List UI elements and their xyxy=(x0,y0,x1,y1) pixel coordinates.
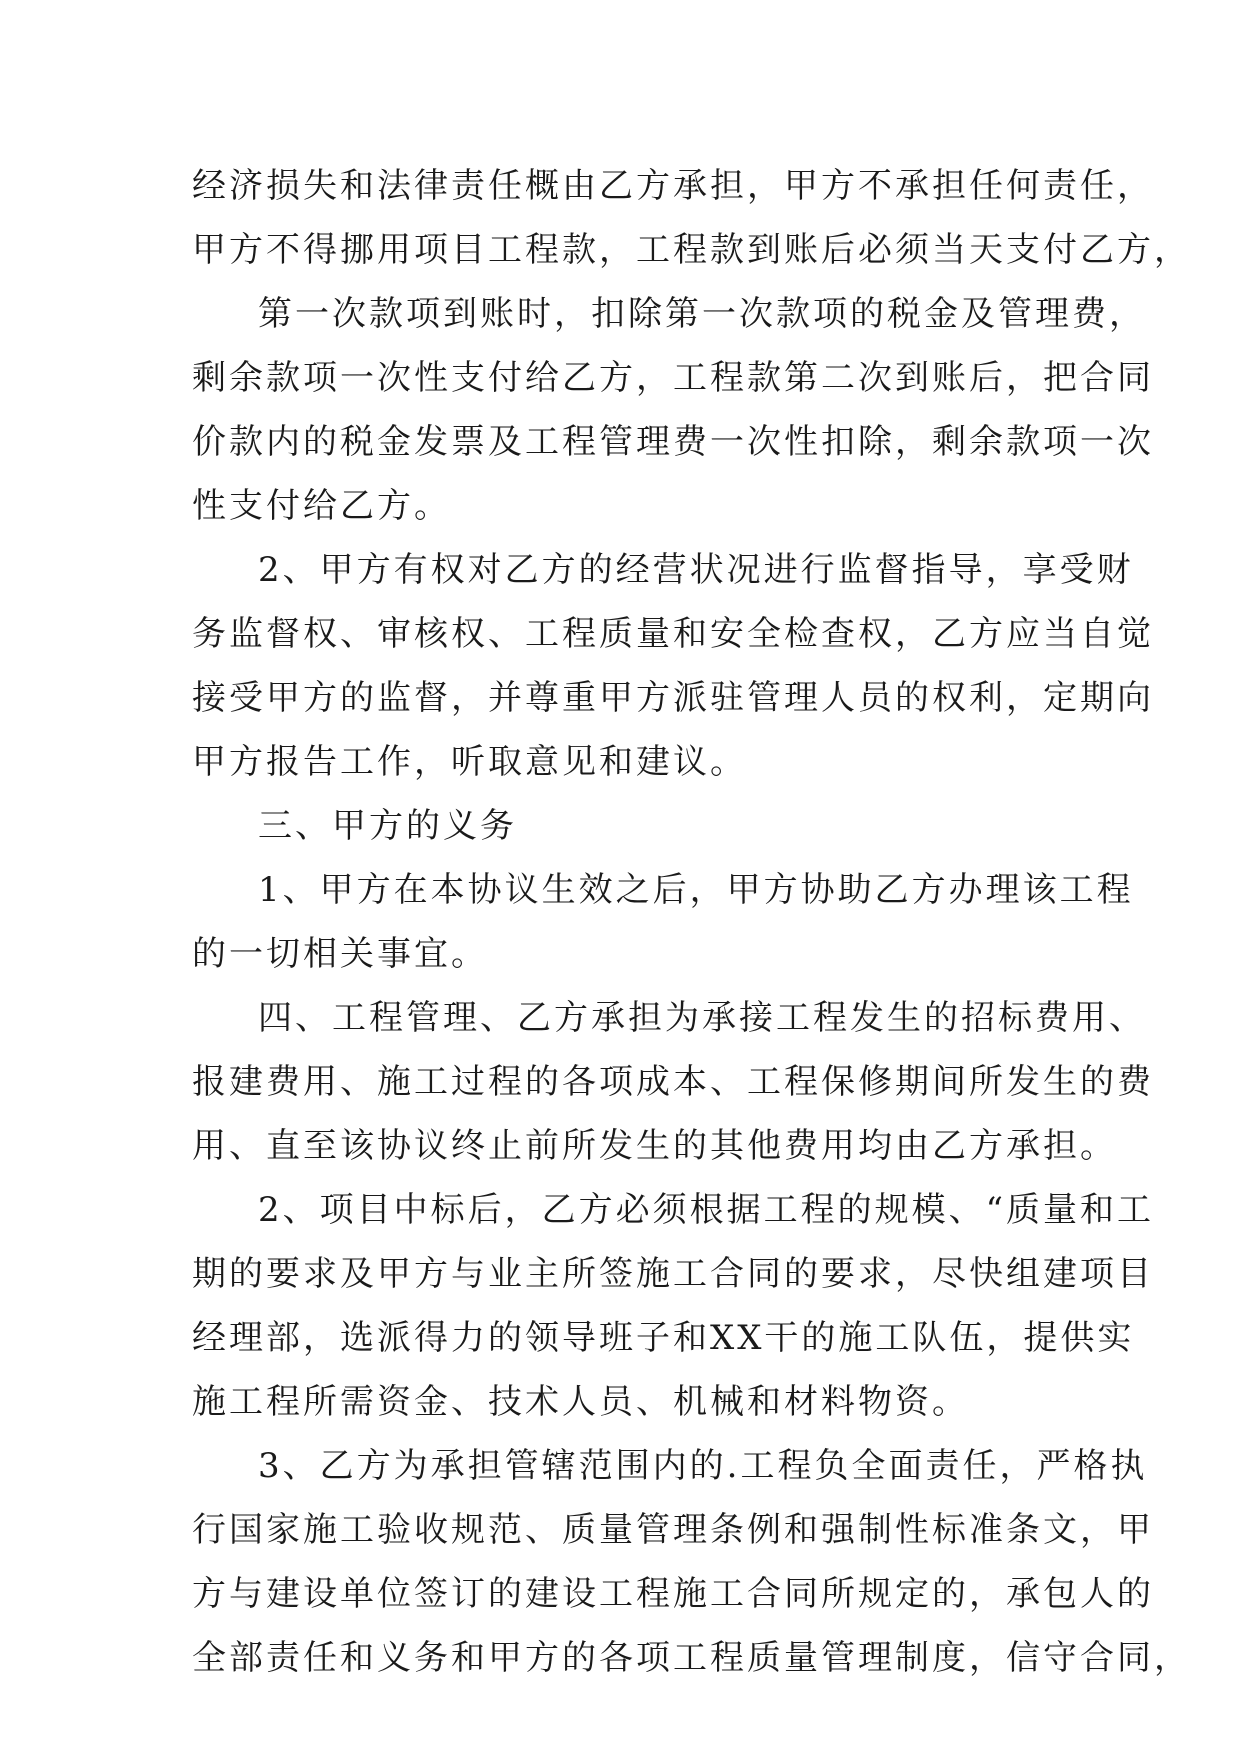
text-line-1: 经济损失和法律责任概由乙方承担，甲方不承担任何责任， xyxy=(192,166,1154,206)
text-line-13: 的一切相关事宜。 xyxy=(192,934,488,974)
text-line-9: 接受甲方的监督，并尊重甲方派驻管理人员的权利，定期向 xyxy=(192,678,1154,718)
text-line-23: 方与建设单位签订的建设工程施工合同所规定的，承包人的 xyxy=(192,1574,1154,1614)
text-line-21: 3、乙方为承担管辖范围内的.工程负全面责任，严格执 xyxy=(258,1446,1148,1486)
text-line-12: 1、甲方在本协议生效之后，甲方协助乙方办理该工程 xyxy=(258,870,1134,910)
text-line-20: 施工程所需资金、技术人员、机械和材料物资。 xyxy=(192,1382,969,1422)
text-line-17: 2、项目中标后，乙方必须根据工程的规模、“质量和工 xyxy=(258,1190,1155,1230)
text-line-14: 四、工程管理、乙方承担为承接工程发生的招标费用、 xyxy=(258,998,1146,1038)
text-line-3: 第一次款项到账时，扣除第一次款项的税金及管理费， xyxy=(258,294,1146,334)
text-line-8: 务监督权、审核权、工程质量和安全检查权，乙方应当自觉 xyxy=(192,614,1154,654)
text-line-18: 期的要求及甲方与业主所签施工合同的要求，尽快组建项目 xyxy=(192,1254,1154,1294)
text-line-7: 2、甲方有权对乙方的经营状况进行监督指导，享受财 xyxy=(258,550,1134,590)
text-line-10: 甲方报告工作，听取意见和建议。 xyxy=(192,742,747,782)
text-line-6: 性支付给乙方。 xyxy=(192,486,451,526)
text-line-5: 价款内的税金发票及工程管理费一次性扣除，剩余款项一次 xyxy=(192,422,1154,462)
text-line-2: 甲方不得挪用项目工程款，工程款到账后必须当天支付乙方， xyxy=(192,230,1191,270)
text-line-4: 剩余款项一次性支付给乙方，工程款第二次到账后，把合同 xyxy=(192,358,1154,398)
text-line-24: 全部责任和义务和甲方的各项工程质量管理制度，信守合同， xyxy=(192,1638,1191,1678)
text-line-22: 行国家施工验收规范、质量管理条例和强制性标准条文，甲 xyxy=(192,1510,1154,1550)
text-line-15: 报建费用、施工过程的各项成本、工程保修期间所发生的费 xyxy=(192,1062,1154,1102)
section-heading: 三、甲方的义务 xyxy=(258,806,517,846)
text-line-19: 经理部，选派得力的领导班子和XX干的施工队伍，提供实 xyxy=(192,1318,1135,1358)
text-line-16: 用、直至该协议终止前所发生的其他费用均由乙方承担。 xyxy=(192,1126,1117,1166)
